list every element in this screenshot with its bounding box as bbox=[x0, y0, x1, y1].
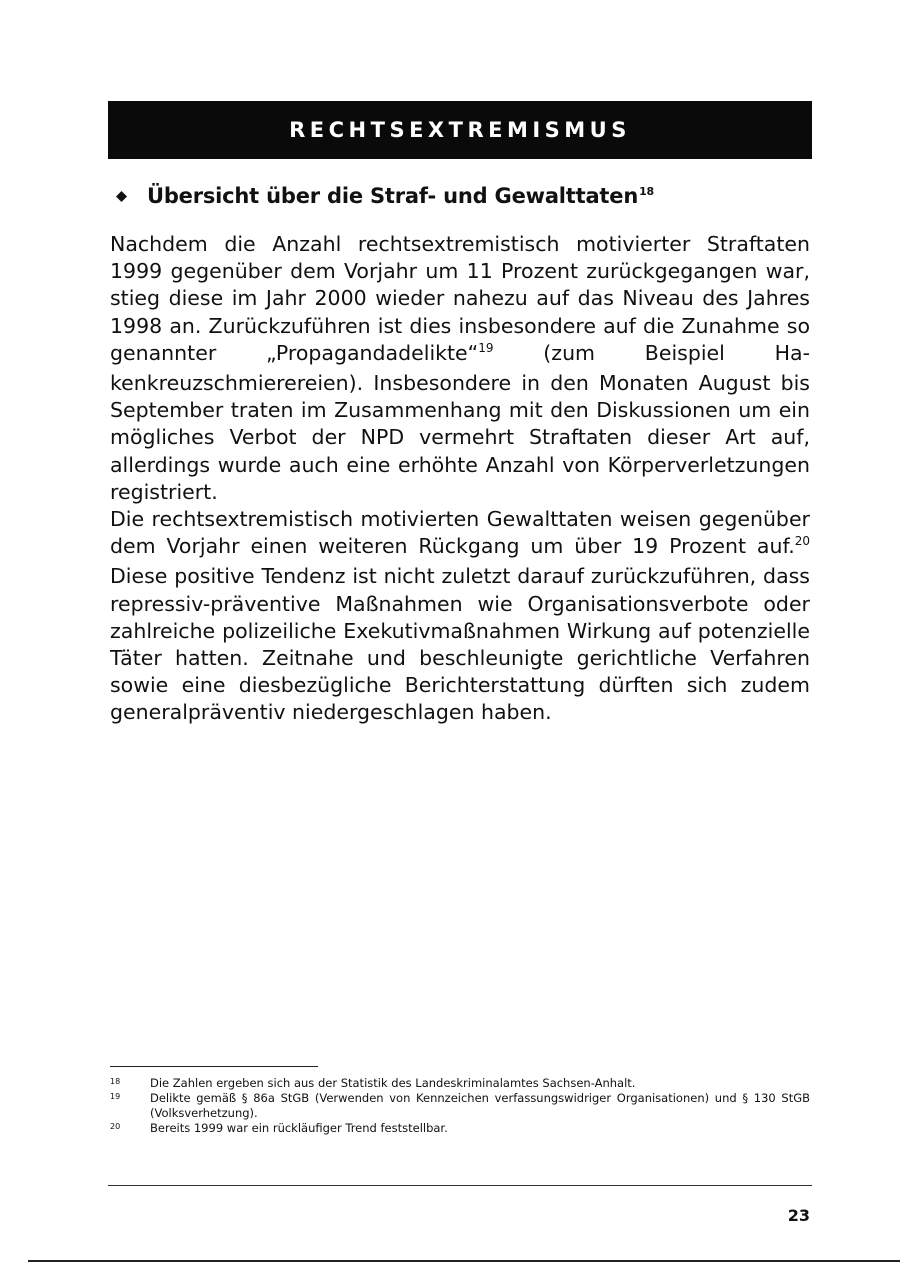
section-title: RECHTSEXTREMISMUS bbox=[289, 118, 631, 142]
page-number: 23 bbox=[787, 1206, 810, 1225]
paragraph-1-text-b: (zum Beispiel Hakenkreuzschmierereien). Insbesondere in den Monaten August bis September traten im Zusammenhang mit den Diskussionen um ein mögliches Verbot der NPD vermehrt Straftaten dieser Art auf, allerdings wurde auch eine erhöhte Anzahl von Körperverletzungen registriert. bbox=[110, 340, 810, 504]
diamond-bullet-icon bbox=[116, 191, 127, 202]
footnote-ref-20[interactable]: 20 bbox=[794, 534, 810, 549]
footnotes bbox=[110, 1076, 810, 1136]
heading-text bbox=[147, 184, 654, 208]
paragraph-2-text-b: Diese positive Tendenz ist nicht zuletzt darauf zurückzuführen, dass repressiv-präventive Maßnahmen wie Organisationsverbote oder zahlreiche polizeiliche Exekutivmaßnahmen Wirkung auf potenzielle Täter hatten. Zeitnahe und beschleunigte gerichtliche Verfahren sowie eine diesbezügliche Berichterstattung dürften sich zudem generalpräventiv niedergeschlagen haben. bbox=[110, 564, 810, 725]
heading-label: Übersicht über die Straf- und Gewalttaten bbox=[147, 184, 639, 208]
section-banner bbox=[108, 101, 812, 159]
footnote-divider bbox=[110, 1066, 318, 1067]
paragraph-2 bbox=[110, 506, 810, 727]
page-footer-divider bbox=[108, 1185, 812, 1186]
footnote-number: 18 bbox=[110, 1077, 121, 1086]
scan-edge-line bbox=[28, 1260, 900, 1262]
paragraph-2-text-a: Die rechtsextremistisch motivierten Gewalttaten weisen gegenüber dem Vorjahr einen weiteren Rückgang um über 19 Prozent auf. bbox=[110, 507, 810, 559]
footnote-ref-18[interactable]: 18 bbox=[639, 185, 654, 198]
footnote-item bbox=[110, 1091, 810, 1121]
section-heading bbox=[110, 178, 810, 214]
paragraph-1 bbox=[110, 231, 810, 506]
paragraph-1-text-a: Nachdem die Anzahl rechtsextremistisch motivierter Straftaten 1999 gegenüber dem Vorjahr um 11 Prozent zurückgegangen war, stieg diese im Jahr 2000 wieder nahezu auf das Niveau des Jahres 1998 an. Zurückzuführen ist dies insbesondere auf die Zunahme so genannter „Propagandadelikte“ bbox=[110, 232, 810, 365]
body-text bbox=[110, 231, 810, 727]
footnote-item bbox=[110, 1121, 810, 1136]
footnote-item bbox=[110, 1076, 810, 1091]
footnote-ref-19[interactable]: 19 bbox=[478, 340, 494, 355]
footnote-text: Die Zahlen ergeben sich aus der Statistik des Landeskriminalamtes Sachsen-Anhalt. bbox=[150, 1076, 636, 1090]
footnote-text: Bereits 1999 war ein rückläufiger Trend feststellbar. bbox=[150, 1121, 448, 1135]
footnote-number: 20 bbox=[110, 1122, 121, 1131]
footnote-text: Delikte gemäß § 86a StGB (Verwenden von Kennzeichen verfassungswidriger Organisationen) und § 130 StGB (Volksverhetzung). bbox=[150, 1091, 810, 1120]
footnote-number: 19 bbox=[110, 1092, 121, 1101]
